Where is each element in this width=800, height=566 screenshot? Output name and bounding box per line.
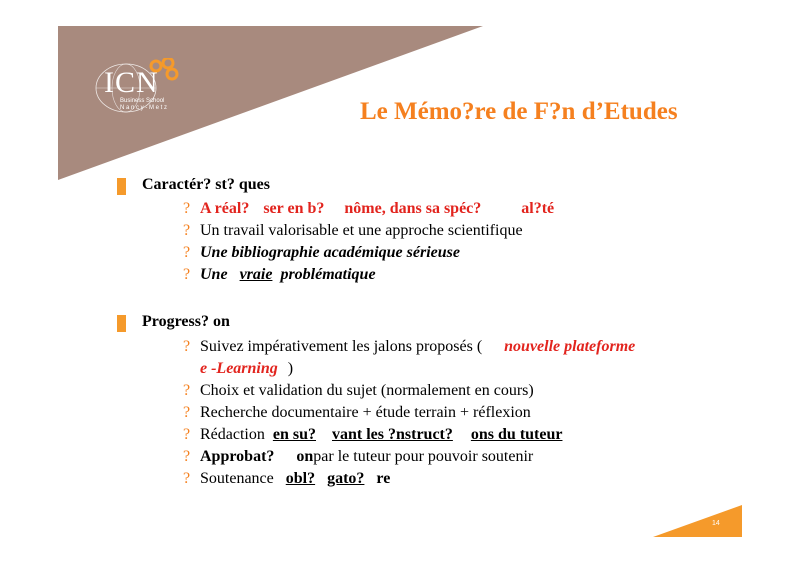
list-item: ? Rédaction en su? vant les ?nstruct? ons du tuteur bbox=[183, 424, 635, 446]
bullet-icon: ? bbox=[183, 404, 191, 421]
logo-subtitle: Business School N a n c y - M e t z bbox=[120, 98, 168, 111]
footer-triangle bbox=[653, 505, 742, 537]
list-item: ? Approbat? onpar le tuteur pour pouvoir soutenir bbox=[183, 446, 635, 468]
bullet-icon: ? bbox=[183, 382, 191, 399]
list-item: ? A réal? ser en b? nôme, dans sa spéc? al?té bbox=[183, 198, 554, 220]
list-item: ? Recherche documentaire + étude terrain + réflexion bbox=[183, 402, 635, 424]
list-item: ? Choix et validation du sujet (normalement en cours) bbox=[183, 380, 635, 402]
list-item: ? Une bibliographie académique sérieuse bbox=[183, 242, 554, 264]
logo-text: ICN bbox=[104, 66, 159, 99]
bullet-list bbox=[183, 336, 635, 490]
bullet-icon: ? bbox=[183, 426, 191, 443]
list-item: ? Une vraie problématique bbox=[183, 264, 554, 286]
bullet-icon: ? bbox=[183, 244, 191, 261]
bullet-icon: ? bbox=[183, 222, 191, 239]
slide-title: Le Mémo?re de F?n d’Etudes bbox=[360, 98, 678, 125]
bullet-icon: ? bbox=[183, 266, 191, 283]
section-title: Progress? on bbox=[142, 313, 230, 330]
bullet-icon: ? bbox=[183, 448, 191, 465]
bullet-icon: ? bbox=[183, 200, 191, 217]
page-number: 14 bbox=[712, 520, 720, 527]
bullet-icon: ? bbox=[183, 470, 191, 487]
section-title: Caractér? st? ques bbox=[142, 176, 270, 193]
list-item: ? Un travail valorisable et une approche scientifique bbox=[183, 220, 554, 242]
section-marker bbox=[117, 178, 126, 195]
list-item: ? Suivez impérativement les jalons proposés ( nouvelle plateforme e -Learning ) bbox=[183, 338, 636, 377]
bullet-icon: ? bbox=[183, 338, 191, 355]
section-marker bbox=[117, 315, 126, 332]
list-item: ? Soutenance obl? gato? re bbox=[183, 468, 635, 490]
bullet-list bbox=[183, 198, 554, 286]
